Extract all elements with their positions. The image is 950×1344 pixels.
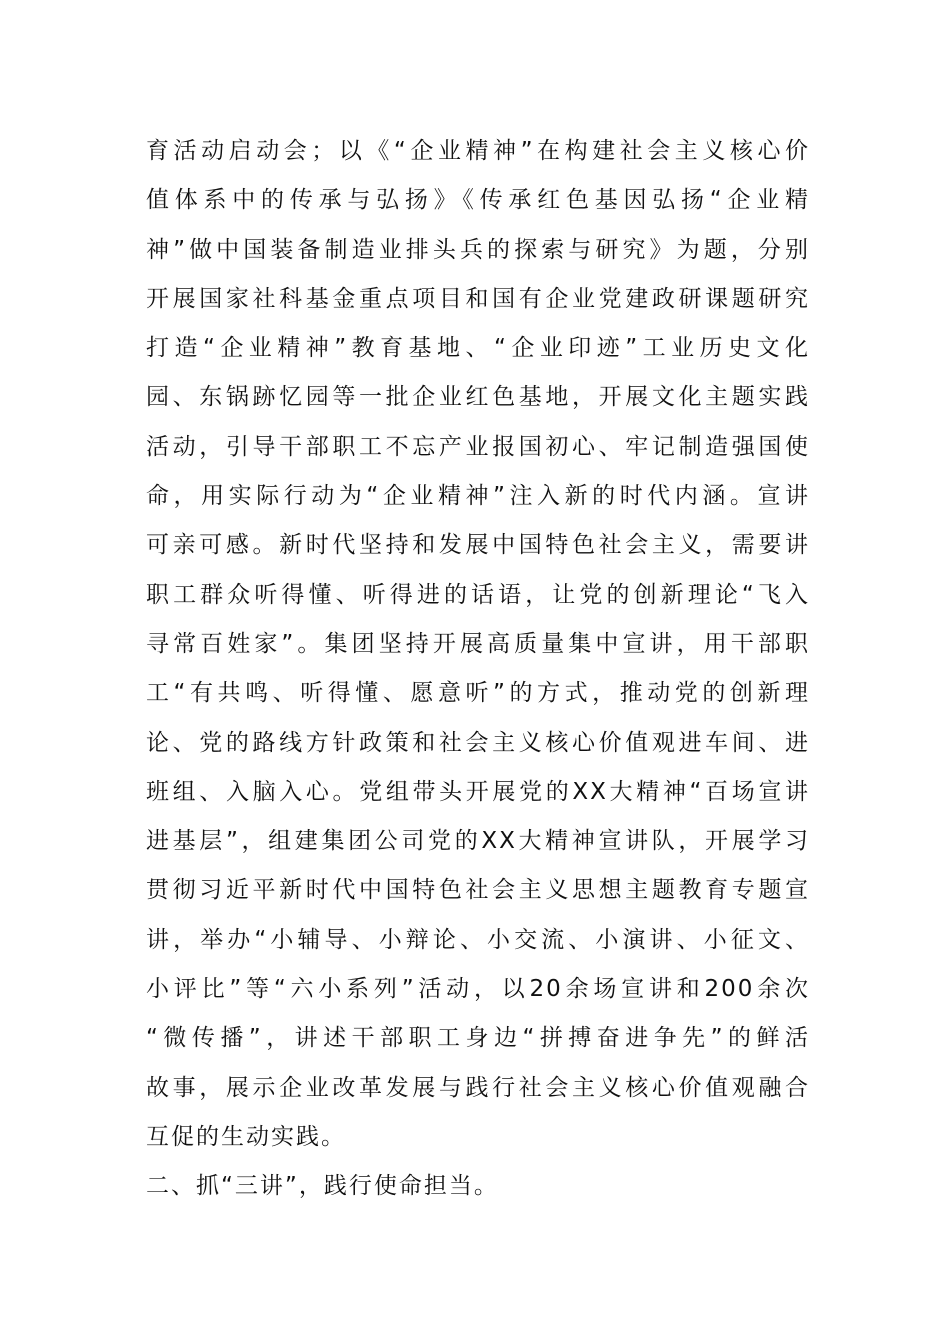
text-line: 小评比”等“六小系列”活动，以20余场宣讲和200余次: [146, 976, 810, 1003]
text-line: 论、党的路线方针政策和社会主义核心价值观进车间、进: [146, 729, 810, 756]
body-text: [146, 127, 810, 1212]
text-line: 育活动启动会；以《“企业精神”在构建社会主义核心价: [146, 138, 810, 164]
text-line: 命，用实际行动为“企业精神”注入新的时代内涵。宣讲: [146, 483, 810, 510]
text-line: 故事，展示企业改革发展与践行社会主义核心价值观融合: [146, 1074, 810, 1101]
text-line: 活动，引导干部职工不忘产业报国初心、牢记制造强国使: [146, 433, 810, 460]
text-line: 神”做中国装备制造业排头兵的探索与研究》为题，分别: [146, 236, 810, 263]
text-line: “微传播”，讲述干部职工身边“拼搏奋进争先”的鲜活: [146, 1025, 810, 1052]
text-line: 开展国家社科基金重点项目和国有企业党建政研课题研究: [146, 285, 810, 312]
text-line: 进基层”，组建集团公司党的XX大精神宣讲队，开展学习: [146, 828, 810, 855]
text-line: 打造“企业精神”教育基地、“企业印迹”工业历史文化: [146, 335, 810, 362]
text-line: 园、东锅跡忆园等一批企业红色基地，开展文化主题实践: [146, 384, 810, 411]
text-line: 可亲可感。新时代坚持和发展中国特色社会主义，需要讲: [146, 532, 810, 559]
text-line: 寻常百姓家”。集团坚持开展高质量集中宣讲，用干部职: [146, 630, 810, 657]
text-line: 讲，举办“小辅导、小辩论、小交流、小演讲、小征文、: [146, 926, 810, 953]
text-line: 贯彻习近平新时代中国特色社会主义思想主题教育专题宣: [146, 877, 810, 904]
text-line: 互促的生动实践。: [146, 1123, 346, 1150]
section-heading: 二、抓“三讲”，践行使命担当。: [146, 1173, 499, 1200]
text-line: 值体系中的传承与弘扬》《传承红色基因弘扬“企业精: [146, 187, 810, 214]
text-line: 班组、入脑入心。党组带头开展党的XX大精神“百场宣讲: [146, 778, 810, 805]
text-line: 职工群众听得懂、听得进的话语，让党的创新理论“飞入: [146, 581, 810, 608]
text-line: 工“有共鸣、听得懂、愿意听”的方式，推动党的创新理: [146, 680, 810, 707]
